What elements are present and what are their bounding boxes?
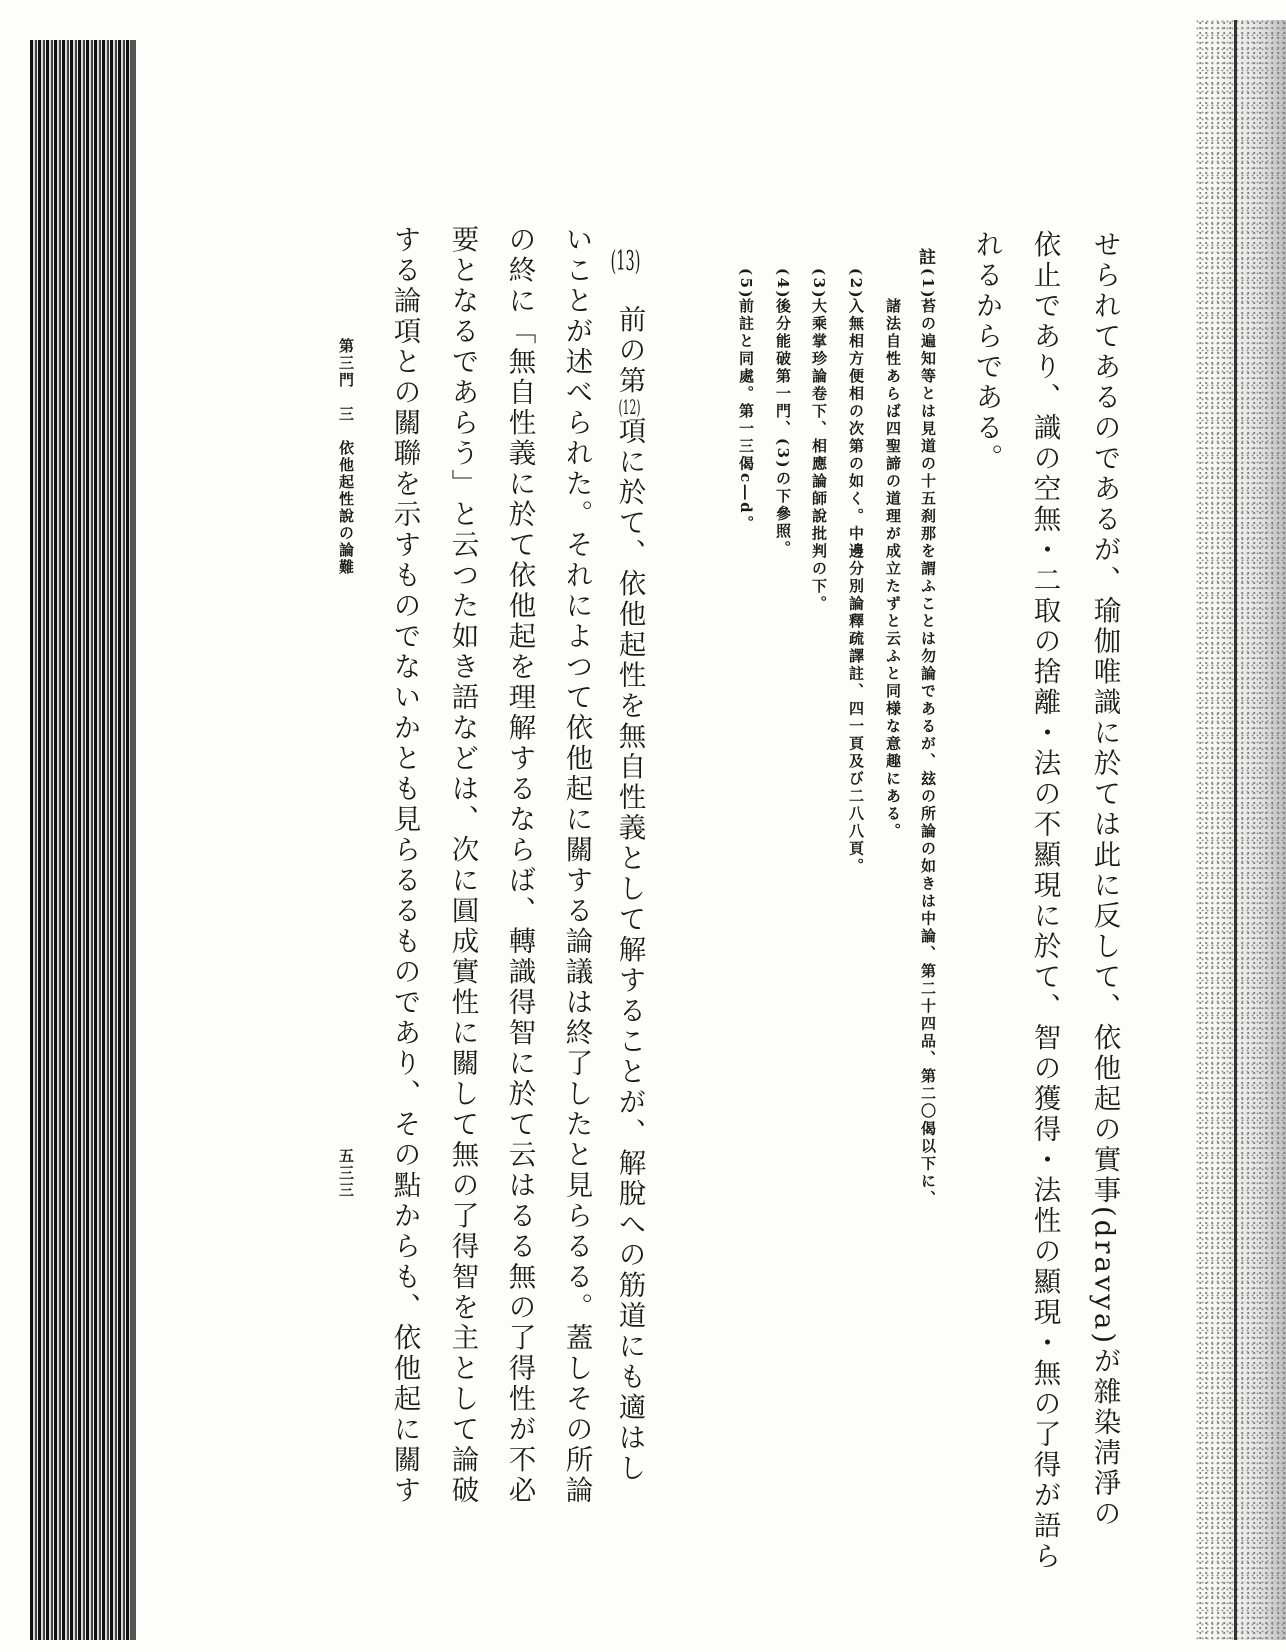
section-number-text: (13) xyxy=(610,248,641,275)
page-number: 五三三 xyxy=(337,1148,355,1199)
note-1-number: (1) xyxy=(919,268,937,301)
note-5-number: (5) xyxy=(737,268,755,301)
section-number xyxy=(612,248,639,275)
body-line-3: れるからである。 xyxy=(970,230,1003,474)
note-2-number: (2) xyxy=(847,268,865,301)
note-1-line-2: 諸法自性あらば四聖諦の道理が成立たずと云ふと同様な意趣にある。 xyxy=(884,298,902,841)
note-3-line: 大乘掌珍論卷下、相應論師說批判の下。 xyxy=(810,298,828,613)
note-5-line: 前註と同處。第一三偈c―d。 xyxy=(737,298,755,533)
notes-label: 註 xyxy=(915,248,935,268)
book-binding-gutter xyxy=(30,40,130,1640)
page-edge-shadow xyxy=(1196,20,1286,1640)
section-cross-ref: (12) xyxy=(618,396,641,417)
section-line-1-start: 前の第 xyxy=(613,305,646,397)
section-line-5: する論項との關聯を示すものでないかとも見らるるものであり、その點からも、依他起に關す xyxy=(388,225,421,1506)
section-line-1-rest: 項に於て、依他起性を無自性義として解することが、解脫への筋道にも適はし xyxy=(613,416,646,1484)
note-4-number: (4) xyxy=(774,268,792,301)
section-line-1 xyxy=(613,305,646,1484)
running-head: 第三門 三 依他起性說の論難 xyxy=(337,338,355,576)
body-line-2: 依止であり、識の空無・二取の捨離・法の不顯現に於て、智の獲得・法性の顯現・無の了得が語ら xyxy=(1028,230,1061,1572)
note-3-number: (3) xyxy=(810,268,828,301)
section-line-4: 要となるであらう」と云つた如き語などは、次に圓成實性に關して無の了得智を主として論破 xyxy=(446,225,479,1506)
note-2-line: 入無相方便相の次第の如く。中邊分別論釋疏譯註、四一頁及び二八八頁。 xyxy=(847,298,865,876)
note-1-line-1: 苔の遍知等とは見道の十五刹那を謂ふことは勿論であるが、玆の所論の如きは中論、第二十四品、第二〇偈以下に、 xyxy=(919,298,937,1208)
body-line-1: せられてあるのであるが、瑜伽唯識に於ては此に反して、依他起の實事(dravya)が雜染淸淨の xyxy=(1088,230,1121,1530)
section-line-3: の終に「無自性義に於て依他起を理解するならば、轉識得智に於て云はるる無の了得性が不必 xyxy=(503,225,536,1506)
section-line-2: いことが述べられた。それによつて依他起に關する論議は終了したと見らるる。蓋しその所論 xyxy=(560,225,593,1506)
note-4-line: 後分能破第一門、(3)の下參照。 xyxy=(774,298,792,558)
